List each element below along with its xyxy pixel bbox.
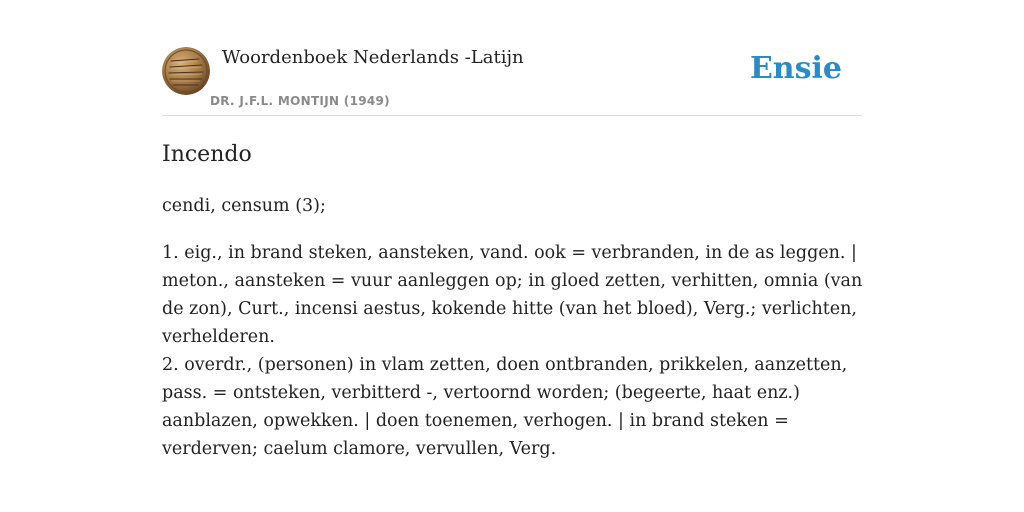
- entry-container: [162, 0, 863, 459]
- definition-sense-1: 1. eig., in brand steken, aansteken, vand. ook = verbranden, in de as leggen. | meton., aansteken = vuur aanleggen op; in gloed zetten, verhitten, omnia (van de zon), Curt., incensi aestus, kokende hitte (van het bloed), Verg.; verlichten, verhelderen.: [162, 243, 863, 347]
- dictionary-title[interactable]: Woordenboek Nederlands -Latijn: [222, 47, 524, 68]
- ensie-logo-link[interactable]: Ensie: [749, 51, 842, 86]
- dictionary-author: DR. J.F.L. MONTIJN (1949): [210, 94, 390, 108]
- entry-term: Incendo: [162, 142, 252, 167]
- definition-sense-2: 2. overdr., (personen) in vlam zetten, doen ontbranden, prikkelen, aanzetten, pass. = ontsteken, verbitterd -, vertoornd worden; (begeerte, haat enz.) aanblazen, opwekken. | doen toenemen, verhogen. | in brand steken = verderven; caelum clamore, vervullen, Verg.: [162, 355, 848, 459]
- entry-forms: cendi, censum (3);: [162, 196, 326, 216]
- entry-definition: [162, 239, 868, 463]
- bronze-medallion-icon[interactable]: [162, 47, 210, 95]
- dictionary-header: [162, 0, 862, 116]
